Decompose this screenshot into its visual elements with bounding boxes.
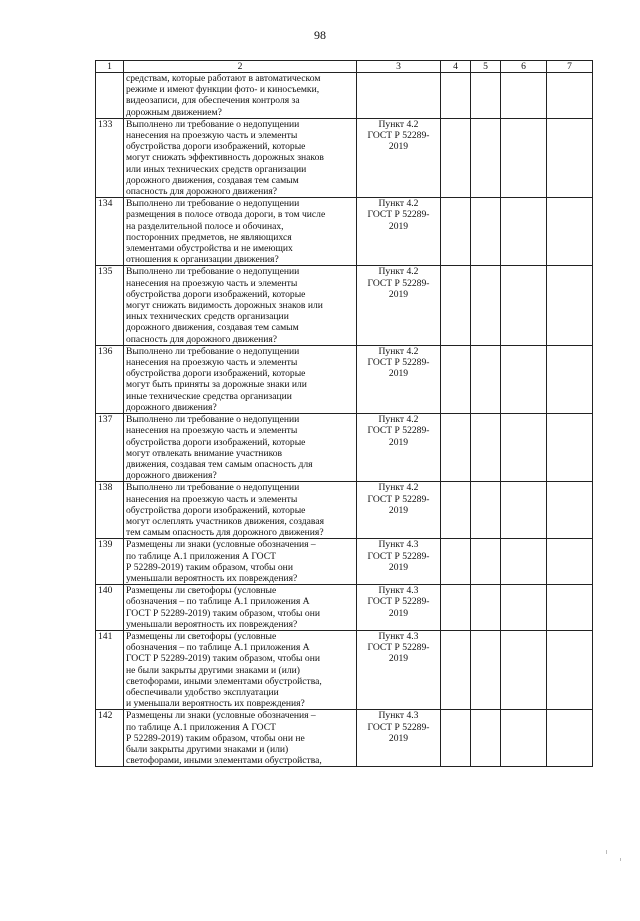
- empty-cell: [441, 710, 471, 767]
- empty-cell: [501, 539, 547, 585]
- requirement-line: 2019: [388, 368, 409, 380]
- question-line: Р 52289-2019) таким образом, чтобы они не: [126, 732, 305, 744]
- question-cell: [124, 345, 357, 413]
- question-cell: [124, 414, 357, 482]
- question-line: могут снижать эффективность дорожных знаков: [126, 152, 324, 164]
- empty-cell: [471, 539, 501, 585]
- empty-cell: [441, 73, 471, 119]
- question-line: не были закрыты другими знаками и (или): [126, 664, 300, 676]
- requirement-line: 2019: [388, 504, 409, 516]
- checklist-table: [95, 60, 593, 767]
- requirement-line: ГОСТ Р 52289-: [367, 550, 430, 562]
- question-line: по таблице А.1 приложения А ГОСТ: [126, 550, 276, 562]
- requirement-line: Пункт 4.2: [378, 482, 419, 494]
- requirement-line: 2019: [388, 607, 409, 619]
- question-line: средствам, которые работают в автоматическом: [126, 73, 321, 84]
- table-row: [96, 414, 593, 482]
- question-line: уменьшали вероятность их повреждения?: [126, 572, 298, 584]
- question-line: Размещены ли светофоры (условные: [126, 585, 277, 597]
- question-line: дорожного движения?: [126, 470, 217, 482]
- requirement-line: ГОСТ Р 52289-: [367, 493, 430, 505]
- table-row: [96, 266, 593, 345]
- requirement-line: Пункт 4.2: [378, 414, 419, 426]
- column-header: 5: [471, 61, 501, 73]
- empty-cell: [501, 414, 547, 482]
- requirement-line: ГОСТ Р 52289-: [367, 596, 430, 608]
- requirement-cell: [357, 118, 441, 197]
- empty-cell: [471, 414, 501, 482]
- empty-cell: [471, 482, 501, 539]
- empty-cell: [547, 73, 593, 119]
- scan-mark: [620, 858, 621, 861]
- empty-cell: [547, 198, 593, 266]
- empty-cell: [547, 118, 593, 197]
- question-line: режиме и имеют функции фото- и киносъемки,: [126, 84, 320, 96]
- requirement-cell: [357, 482, 441, 539]
- empty-cell: [471, 266, 501, 345]
- requirement-line: 2019: [388, 288, 409, 300]
- question-line: на разделительной полосе и обочинах,: [126, 220, 284, 232]
- empty-cell: [547, 482, 593, 539]
- question-line: обустройства дороги изображений, которые: [126, 504, 306, 516]
- question-line: видеозаписи, для обеспечения контроля за: [126, 95, 300, 107]
- scan-mark: [606, 850, 607, 854]
- row-number: 138: [96, 482, 124, 539]
- page-number: 98: [314, 28, 326, 42]
- empty-cell: [441, 585, 471, 631]
- empty-cell: [547, 345, 593, 413]
- empty-cell: [441, 539, 471, 585]
- requirement-cell: [357, 345, 441, 413]
- question-line: были закрыты другими знаками и (или): [126, 743, 289, 755]
- question-line: Выполнено ли требование о недопущении: [126, 482, 300, 494]
- empty-cell: [501, 345, 547, 413]
- requirement-line: ГОСТ Р 52289-: [367, 209, 430, 221]
- requirement-line: ГОСТ Р 52289-: [367, 277, 430, 289]
- requirement-line: Пункт 4.2: [378, 266, 419, 278]
- question-line: опасность для дорожного движения?: [126, 333, 278, 345]
- table-row: [96, 539, 593, 585]
- question-line: Р 52289-2019) таким образом, чтобы они: [126, 561, 293, 573]
- question-line: Выполнено ли требование о недопущении: [126, 118, 300, 130]
- question-line: могут быть приняты за дорожные знаки или: [126, 379, 307, 391]
- question-line: могут ослеплять участников движения, создавая: [126, 515, 324, 527]
- requirement-line: 2019: [388, 653, 409, 665]
- question-line: Выполнено ли требование о недопущении: [126, 414, 300, 426]
- row-number: [96, 73, 124, 119]
- requirement-line: ГОСТ Р 52289-: [367, 425, 430, 437]
- empty-cell: [471, 585, 501, 631]
- question-line: движения, создавая тем самым опасность для: [126, 458, 313, 470]
- empty-cell: [501, 482, 547, 539]
- question-line: обеспечивали удобство эксплуатации: [126, 686, 279, 698]
- table-row: [96, 482, 593, 539]
- requirement-line: 2019: [388, 141, 409, 153]
- requirement-line: ГОСТ Р 52289-: [367, 357, 430, 369]
- table-body: [96, 73, 593, 767]
- row-number: 133: [96, 118, 124, 197]
- empty-cell: [501, 710, 547, 767]
- question-line: нанесения на проезжую часть и элементы: [126, 357, 298, 369]
- question-line: тем самым опасность для дорожного движения?: [126, 527, 324, 539]
- question-cell: [124, 266, 357, 345]
- requirement-line: Пункт 4.2: [378, 118, 419, 130]
- empty-cell: [501, 198, 547, 266]
- column-header: 6: [501, 61, 547, 73]
- requirement-cell: [357, 73, 441, 119]
- table-row: [96, 73, 593, 119]
- requirement-line: Пункт 4.3: [378, 710, 419, 722]
- question-line: по таблице А.1 приложения А ГОСТ: [126, 721, 276, 733]
- requirement-line: Пункт 4.3: [378, 630, 419, 642]
- question-line: обустройства дороги изображений, которые: [126, 141, 306, 153]
- requirement-cell: [357, 198, 441, 266]
- empty-cell: [441, 266, 471, 345]
- question-line: Выполнено ли требование о недопущении: [126, 266, 300, 278]
- question-line: могут отвлекать внимание участников: [126, 447, 283, 459]
- question-line: элементами обустройства и не имеющих: [126, 243, 293, 255]
- question-line: опасность для дорожного движения?: [126, 186, 278, 198]
- table-row: [96, 585, 593, 631]
- question-line: дорожного движения, создавая тем самым: [126, 322, 299, 334]
- requirement-cell: [357, 585, 441, 631]
- question-cell: [124, 198, 357, 266]
- question-cell: [124, 585, 357, 631]
- question-line: Выполнено ли требование о недопущении: [126, 345, 300, 357]
- requirement-line: ГОСТ Р 52289-: [367, 130, 430, 142]
- requirement-line: 2019: [388, 561, 409, 573]
- question-line: обозначения – по таблице А.1 приложения А: [126, 596, 310, 608]
- question-line: светофорами, иными элементами обустройства,: [126, 675, 322, 687]
- question-line: нанесения на проезжую часть и элементы: [126, 425, 298, 437]
- requirement-line: Пункт 4.2: [378, 198, 419, 210]
- question-cell: [124, 539, 357, 585]
- question-line: Размещены ли светофоры (условные: [126, 630, 277, 642]
- column-header: 3: [357, 61, 441, 73]
- requirement-cell: [357, 414, 441, 482]
- empty-cell: [441, 198, 471, 266]
- requirement-line: 2019: [388, 220, 409, 232]
- empty-cell: [547, 710, 593, 767]
- row-number: 140: [96, 585, 124, 631]
- question-line: или иных технических средств организации: [126, 163, 307, 175]
- empty-cell: [471, 118, 501, 197]
- header-row: [96, 61, 593, 73]
- empty-cell: [547, 539, 593, 585]
- requirement-cell: [357, 630, 441, 709]
- column-header: 4: [441, 61, 471, 73]
- empty-cell: [441, 482, 471, 539]
- row-number: 141: [96, 630, 124, 709]
- column-header: 2: [124, 61, 357, 73]
- requirement-line: 2019: [388, 436, 409, 448]
- question-line: размещения в полосе отвода дороги, в том числе: [126, 209, 326, 221]
- question-line: нанесения на проезжую часть и элементы: [126, 130, 298, 142]
- row-number: 142: [96, 710, 124, 767]
- question-cell: [124, 630, 357, 709]
- requirement-line: Пункт 4.2: [378, 345, 419, 357]
- empty-cell: [501, 118, 547, 197]
- question-line: отношения к организации движения?: [126, 254, 279, 266]
- requirement-cell: [357, 710, 441, 767]
- question-line: иные технические средства организации: [126, 390, 292, 402]
- table-row: [96, 118, 593, 197]
- requirement-line: ГОСТ Р 52289-: [367, 721, 430, 733]
- question-line: светофорами, иными элементами обустройства,: [126, 755, 322, 767]
- requirement-line: Пункт 4.3: [378, 585, 419, 597]
- empty-cell: [501, 73, 547, 119]
- empty-cell: [471, 73, 501, 119]
- question-line: обустройства дороги изображений, которые: [126, 368, 306, 380]
- table-row: [96, 710, 593, 767]
- requirement-cell: [357, 539, 441, 585]
- row-number: 139: [96, 539, 124, 585]
- requirement-cell: [357, 266, 441, 345]
- question-cell: [124, 73, 357, 119]
- table-row: [96, 198, 593, 266]
- empty-cell: [471, 345, 501, 413]
- question-cell: [124, 710, 357, 767]
- question-line: обозначения – по таблице А.1 приложения А: [126, 642, 310, 654]
- table-row: [96, 345, 593, 413]
- empty-cell: [471, 198, 501, 266]
- question-line: дорожным движением?: [126, 106, 222, 118]
- requirement-line: 2019: [388, 732, 409, 744]
- question-line: посторонних предметов, не являющихся: [126, 231, 292, 243]
- question-line: могут снижать видимость дорожных знаков или: [126, 300, 323, 312]
- question-line: иных технических средств организации: [126, 311, 289, 323]
- question-line: Размещены ли знаки (условные обозначения –: [126, 710, 316, 722]
- question-line: дорожного движения, создавая тем самым: [126, 174, 299, 186]
- question-line: нанесения на проезжую часть и элементы: [126, 493, 298, 505]
- empty-cell: [471, 630, 501, 709]
- empty-cell: [547, 414, 593, 482]
- empty-cell: [501, 266, 547, 345]
- question-line: нанесения на проезжую часть и элементы: [126, 277, 298, 289]
- empty-cell: [501, 585, 547, 631]
- requirement-line: ГОСТ Р 52289-: [367, 642, 430, 654]
- column-header: 7: [547, 61, 593, 73]
- question-line: обустройства дороги изображений, которые: [126, 436, 306, 448]
- row-number: 137: [96, 414, 124, 482]
- question-cell: [124, 118, 357, 197]
- column-header: 1: [96, 61, 124, 73]
- table-row: [96, 630, 593, 709]
- question-line: ГОСТ Р 52289-2019) таким образом, чтобы они: [126, 607, 320, 619]
- empty-cell: [501, 630, 547, 709]
- empty-cell: [441, 345, 471, 413]
- empty-cell: [547, 630, 593, 709]
- question-line: дорожного движения?: [126, 401, 217, 413]
- empty-cell: [441, 630, 471, 709]
- requirement-line: Пункт 4.3: [378, 539, 419, 551]
- question-line: уменьшали вероятность их повреждения?: [126, 618, 298, 630]
- empty-cell: [471, 710, 501, 767]
- question-line: Выполнено ли требование о недопущении: [126, 198, 300, 210]
- question-line: Размещены ли знаки (условные обозначения –: [126, 539, 316, 551]
- row-number: 134: [96, 198, 124, 266]
- row-number: 136: [96, 345, 124, 413]
- question-cell: [124, 482, 357, 539]
- empty-cell: [441, 414, 471, 482]
- row-number: 135: [96, 266, 124, 345]
- empty-cell: [547, 266, 593, 345]
- empty-cell: [441, 118, 471, 197]
- question-line: ГОСТ Р 52289-2019) таким образом, чтобы они: [126, 653, 320, 665]
- question-line: обустройства дороги изображений, которые: [126, 288, 306, 300]
- question-line: и уменьшали вероятность их повреждения?: [126, 698, 305, 710]
- empty-cell: [547, 585, 593, 631]
